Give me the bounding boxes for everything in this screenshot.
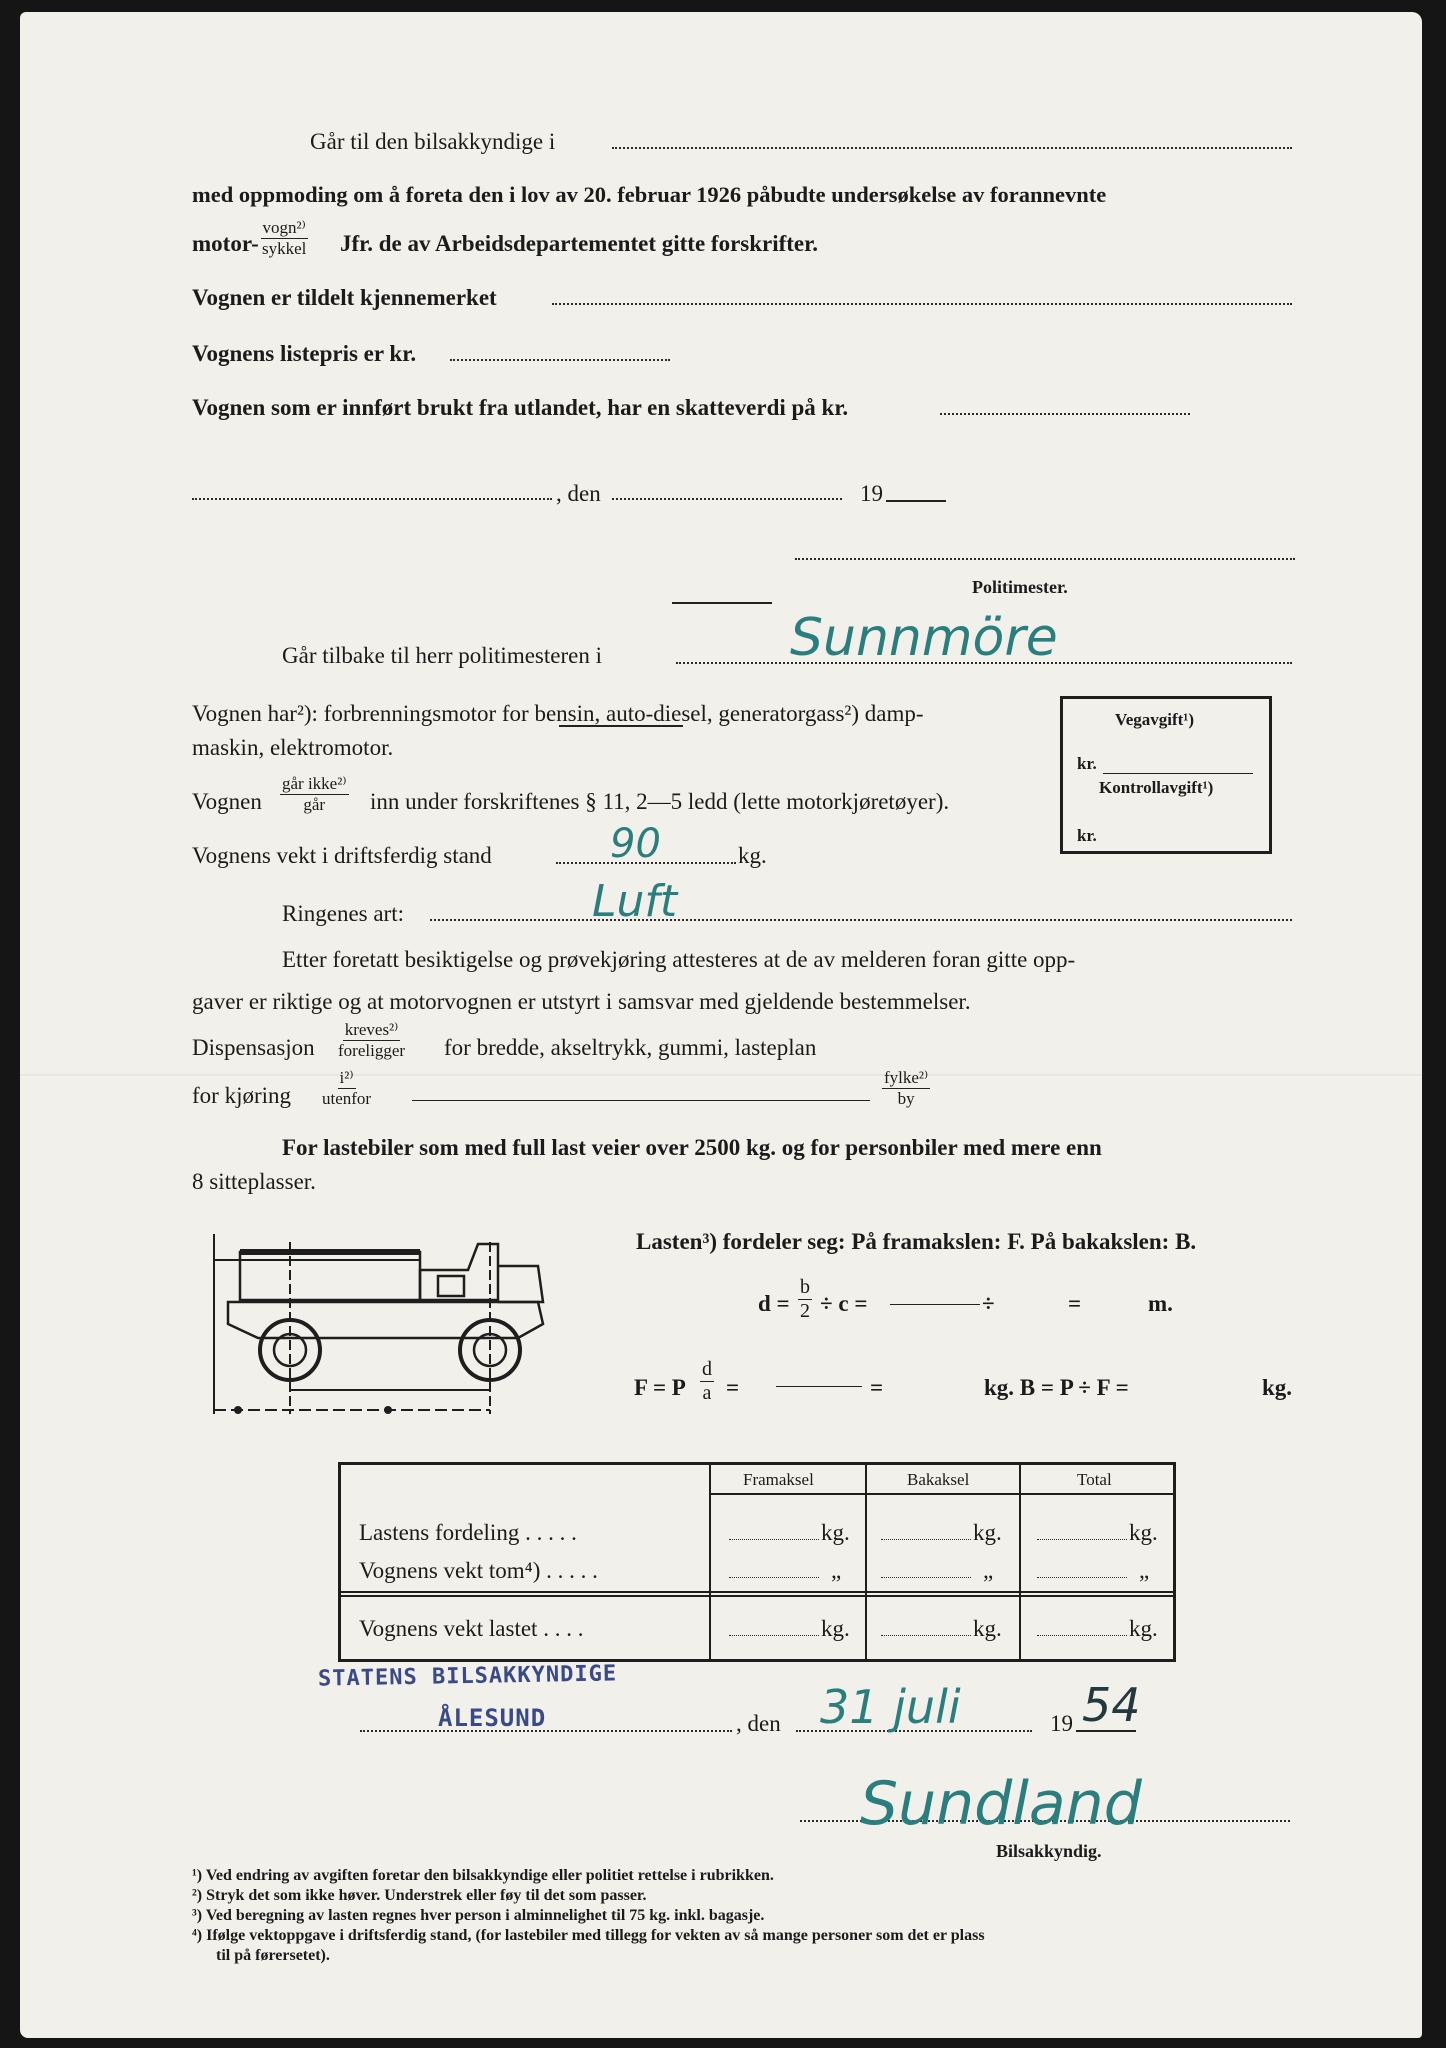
fee-box [1060, 696, 1272, 854]
motor-type-line1: Vognen har²): forbrenningsmotor for bensin, auto-diesel, generatorgass²) damp- [192, 701, 924, 726]
row1-cell-2: kg. [973, 1520, 1002, 1545]
footnote-3: ³) Ved beregning av lasten regnes hver person i alminnelighet til 75 kg. inkl. bagasje. [192, 1907, 765, 1924]
vegavgift-kr: kr. [1077, 754, 1097, 773]
footnote-2: ²) Stryk det som ikke høver. Understrek eller føy til det som passer. [192, 1887, 647, 1904]
row1-cell-3: kg. [1129, 1520, 1158, 1545]
vegavgift-fill [1103, 773, 1253, 774]
vekt-label: Vognens vekt i driftsferdig stand [192, 843, 492, 868]
motor-prefix: motor- [192, 231, 259, 256]
laste-line2: 8 sitteplasser. [192, 1169, 316, 1194]
weight-table [338, 1462, 1176, 1662]
politimester-label: Politimester. [972, 577, 1068, 597]
skatteverdi-fill [940, 413, 1190, 415]
disp-den: foreligger [338, 1040, 406, 1060]
formula-F: F = P [634, 1375, 686, 1400]
line1-text: Går til den bilsakkyndige i [310, 129, 556, 154]
handwritten-year: 54 [1082, 1678, 1141, 1732]
truck-diagram [198, 1214, 598, 1444]
disp-suffix: for bredde, akseltrykk, gummi, lasteplan [444, 1035, 817, 1060]
formula-dd: d [702, 1358, 712, 1380]
row3-cell-2: kg. [973, 1616, 1002, 1641]
lasten-text: Lasten³) fordeler seg: På framakslen: F. På bakakslen: B. [636, 1229, 1197, 1254]
kjennemerke-text: Vognen er tildelt kjennemerket [192, 285, 497, 310]
header-framaksel: Framaksel [743, 1470, 814, 1489]
row2-cell-3: „ [1139, 1558, 1150, 1583]
etter-line1: Etter foretatt besiktigelse og prøvekjøring attesteres at de av melderen foran gitte opp- [282, 947, 1076, 972]
handwritten-tyres: Luft [592, 876, 678, 927]
gar-fraction [280, 774, 349, 814]
line2-text: med oppmoding om å foreta den i lov av 20. februar 1926 påbudte undersøkelse av forannevnte [192, 182, 1107, 207]
stamp-line2: ÅLESUND [438, 1704, 547, 1732]
fylke-den: by [897, 1088, 915, 1108]
den2-label: , den [736, 1711, 781, 1736]
fylke-num: fylke²⁾ [884, 1068, 929, 1087]
footnote-4-cont: til på førersetet). [216, 1947, 330, 1964]
kjoring-den: utenfor [322, 1088, 372, 1108]
ringenes-label: Ringenes art: [282, 901, 404, 926]
formula-fill-2 [776, 1386, 862, 1387]
row2-fill-2 [881, 1577, 971, 1578]
row2-fill-3 [1037, 1577, 1127, 1578]
footnote-4: ⁴) Ifølge vektoppgave i driftsferdig stand, (for lastebiler med tillegg for vekten av så mange personer som det er plass [192, 1927, 985, 1944]
place2-fill [360, 1730, 732, 1732]
year-prefix: 19 [860, 481, 883, 506]
header-bakaksel: Bakaksel [907, 1470, 970, 1489]
formula-kgB: kg. B = P ÷ F = [984, 1375, 1129, 1400]
formula-eq3: = [870, 1375, 884, 1400]
formula-b-over-2 [798, 1276, 812, 1323]
formula-kg: kg. [1262, 1375, 1293, 1400]
formula-eq: = [1068, 1291, 1082, 1316]
kjoring-fraction [320, 1068, 373, 1108]
paper-fold [20, 1074, 1422, 1078]
listepris-text: Vognens listepris er kr. [192, 341, 417, 366]
tilbake-text: Går tilbake til herr politimesteren i [282, 643, 602, 668]
header-total: Total [1077, 1470, 1112, 1489]
stamp-line1: STATENS BILSAKKYNDIGE [317, 1661, 618, 1692]
formula-d-over-a [700, 1358, 714, 1405]
motor-frac-den: sykkel [262, 238, 307, 258]
row1-fill-1 [729, 1539, 819, 1540]
ringenes-fill [430, 919, 1292, 921]
kontrollavgift-label: Kontrollavgift¹) [1099, 778, 1214, 797]
gar-den: går [303, 794, 326, 814]
gar-num: går ikke²⁾ [282, 774, 347, 793]
formula-m: m. [1148, 1291, 1173, 1316]
formula-c: ÷ c = [820, 1291, 868, 1316]
row1-fill-2 [881, 1539, 971, 1540]
row2-cell-2: „ [983, 1558, 994, 1583]
document-page [20, 12, 1422, 2038]
formula-eq2: = [726, 1375, 740, 1400]
kjoring-label: for kjøring [192, 1083, 292, 1108]
row1-fill-3 [1037, 1539, 1127, 1540]
formula-2: 2 [800, 1300, 810, 1322]
line1-fill [612, 147, 1292, 149]
kjoring-fill [412, 1100, 870, 1101]
etter-line2: gaver er riktige og at motorvognen er utstyrt i samsvar med gjeldende bestemmelser. [192, 989, 971, 1014]
row3-cell-3: kg. [1129, 1616, 1158, 1641]
row-label-tom: Vognens vekt tom⁴) . . . . . [359, 1558, 598, 1583]
kontrollavgift-kr: kr. [1077, 826, 1097, 845]
year2-prefix: 19 [1050, 1711, 1073, 1736]
formula-div: ÷ [982, 1291, 995, 1316]
motor-type-line2: maskin, elektromotor. [192, 735, 394, 760]
footnote-1: ¹) Ved endring av avgiften foretar den bilsakkyndige eller politiet rettelse i rubrikken. [192, 1867, 774, 1884]
row3-cell-1: kg. [821, 1616, 850, 1641]
row1-cell-1: kg. [821, 1520, 850, 1545]
row-label-lastens: Lastens fordeling . . . . . [359, 1520, 577, 1545]
underline-bensin [559, 725, 683, 727]
vekt-kg: kg. [738, 843, 767, 868]
row3-fill-1 [729, 1635, 819, 1636]
motor-frac-num: vogn²⁾ [262, 218, 306, 237]
skatteverdi-text: Vognen som er innført brukt fra utlandet, har en skatteverdi på kr. [192, 395, 849, 420]
formula-fill-1 [890, 1304, 980, 1305]
formula-b: b [800, 1276, 810, 1298]
disp-num: kreves²⁾ [344, 1020, 399, 1039]
handwritten-signature: Sundland [860, 1769, 1142, 1839]
disp-fraction [336, 1020, 407, 1060]
laste-line1: For lastebiler som med full last veier over 2500 kg. og for personbiler med mere enn [282, 1135, 1102, 1160]
row-label-lastet: Vognens vekt lastet . . . . [359, 1616, 584, 1641]
listepris-fill [450, 359, 670, 361]
kjoring-num: i²⁾ [339, 1068, 354, 1087]
disp-label: Dispensasjon [192, 1035, 315, 1060]
year-fill [886, 500, 946, 502]
den-label: , den [556, 481, 601, 506]
separator-line [672, 602, 772, 604]
row2-cell-1: „ [831, 1558, 842, 1583]
kjennemerke-fill [552, 303, 1292, 305]
place-fill [192, 498, 552, 500]
handwritten-weight: 90 [610, 821, 661, 867]
vegavgift-label: Vegavgift¹) [1115, 710, 1195, 729]
bilsakkyndig-label: Bilsakkyndig. [996, 1841, 1102, 1861]
row2-fill-1 [729, 1577, 819, 1578]
politimester-signature-line [795, 558, 1295, 560]
forskrift-text: inn under forskriftenes § 11, 2—5 ledd (lette motorkjøretøyer). [370, 789, 950, 814]
formula-d: d = [758, 1291, 790, 1316]
vognen-label: Vognen [192, 789, 262, 814]
date-fill [612, 498, 842, 500]
row3-fill-3 [1037, 1635, 1127, 1636]
fylke-fraction [882, 1068, 930, 1108]
handwritten-date: 31 juli [820, 1680, 961, 1734]
row3-fill-2 [881, 1635, 971, 1636]
motor-fraction [260, 218, 308, 258]
formula-a: a [702, 1382, 712, 1404]
handwritten-place: Sunnmöre [790, 608, 1058, 668]
motor-suffix: Jfr. de av Arbeidsdepartementet gitte forskrifter. [340, 231, 818, 256]
